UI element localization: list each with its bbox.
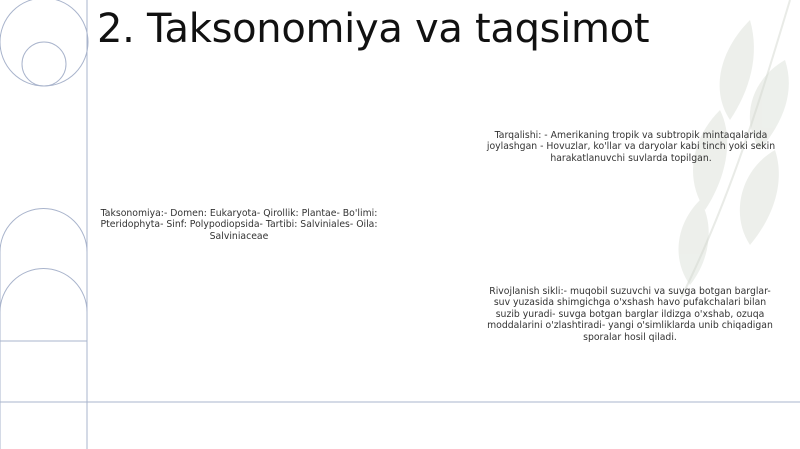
upper-arch: [0, 208, 87, 252]
outer-circle: [0, 0, 88, 86]
taxonomy-text: Taksonomiya:- Domen: Eukaryota- Qirollik: Plantae- Bo'limi: Pteridophyta- Sinf: Polypodiopsida- Tartibi: Salviniales- Oila: Salviniaceae: [100, 208, 378, 242]
distribution-text: Tarqalishi: - Amerikaning tropik va subtropik mintaqalarida joylashgan - Hovuzlar, ko'llar va daryolar kabi tinch yoki sekin harakatlanuvchi suvlarda topilgan.: [486, 130, 776, 164]
lower-arch: [0, 269, 87, 313]
inner-circle: [22, 42, 66, 86]
life-cycle-text: Rivojlanish sikli:- muqobil suzuvchi va suvga botgan barglar- suv yuzasida shimgichga o'xshash havo pufakchalari bilan suzib yuradi- suvga botgan barglar ildizga o'xshab, ozuqa moddalarini o'zlashtiradi- yangi o'simliklarda unib chiqadigan sporalar hosil qiladi.: [487, 286, 773, 343]
page-title: 2. Taksonomiya va taqsimot: [97, 6, 650, 52]
